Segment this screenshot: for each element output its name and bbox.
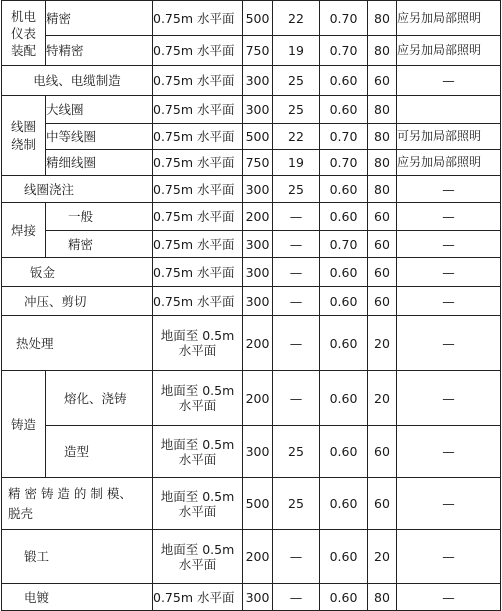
uniformity: 0.60	[320, 478, 368, 530]
ugr: —	[273, 258, 320, 287]
ugr: —	[273, 584, 320, 611]
remark: —	[397, 231, 501, 258]
illuminance: 300	[243, 66, 273, 96]
work-plane-line: 水平面	[178, 556, 217, 572]
table-row	[2, 258, 501, 287]
ugr: 25	[273, 96, 320, 124]
group-line: 线圈	[10, 118, 36, 134]
item-name: 电镀	[2, 584, 153, 611]
group-cell: 铸造	[2, 371, 46, 478]
ugr: —	[273, 530, 320, 584]
illuminance: 500	[243, 124, 273, 150]
ra: 60	[368, 66, 397, 96]
work-plane	[153, 478, 243, 530]
work-plane: 0.75m 水平面	[153, 150, 243, 176]
table-row	[2, 36, 501, 66]
work-plane: 0.75m 水平面	[153, 1, 243, 36]
table-row	[2, 176, 501, 203]
uniformity: 0.60	[320, 176, 368, 203]
remark: 应另加局部照明	[397, 36, 501, 66]
uniformity: 0.70	[320, 124, 368, 150]
work-plane: 0.75m 水平面	[153, 96, 243, 124]
illuminance: 500	[243, 478, 273, 530]
ugr: —	[273, 231, 320, 258]
remark	[397, 96, 501, 124]
remark: 可另加局部照明	[397, 124, 501, 150]
item-name: 特精密	[46, 36, 153, 66]
ra: 60	[368, 231, 397, 258]
ra: 60	[368, 426, 397, 478]
group-cell	[2, 96, 46, 176]
uniformity: 0.60	[320, 426, 368, 478]
illuminance: 300	[243, 584, 273, 611]
ra: 80	[368, 584, 397, 611]
ra: 20	[368, 371, 397, 426]
uniformity: 0.70	[320, 150, 368, 176]
remark: —	[397, 371, 501, 426]
group-cell: 焊接	[2, 203, 46, 258]
ra: 80	[368, 36, 397, 66]
work-plane	[153, 530, 243, 584]
work-plane: 0.75m 水平面	[153, 36, 243, 66]
remark: —	[397, 584, 501, 611]
ra: 80	[368, 176, 397, 203]
ugr: 22	[273, 1, 320, 36]
item-name: 大线圈	[46, 96, 153, 124]
item-name: 热处理	[2, 316, 153, 371]
item-name: 熔化、浇铸	[46, 371, 153, 426]
remark: —	[397, 66, 501, 96]
group-line: 装配	[10, 42, 36, 58]
work-plane-line: 水平面	[178, 451, 217, 467]
table-row	[2, 96, 501, 124]
ra: 80	[368, 124, 397, 150]
ugr: 25	[273, 176, 320, 203]
item-name: 线圈浇注	[2, 176, 153, 203]
item-name: 电线、电缆制造	[2, 66, 153, 96]
item-name-line: 脱壳	[8, 505, 34, 521]
work-plane	[153, 316, 243, 371]
remark: —	[397, 478, 501, 530]
item-name-line: 精 密 铸 造 的 制 模、	[8, 485, 132, 501]
illuminance: 750	[243, 150, 273, 176]
work-plane-line: 水平面	[178, 398, 217, 413]
table-row	[2, 203, 501, 231]
illuminance: 200	[243, 316, 273, 371]
uniformity: 0.60	[320, 96, 368, 124]
item-name: 造型	[46, 426, 153, 478]
ra: 60	[368, 258, 397, 287]
item-name: 精密	[46, 231, 153, 258]
table-row	[2, 124, 501, 150]
work-plane-line: 地面至 0.5m	[160, 383, 235, 398]
uniformity: 0.70	[320, 1, 368, 36]
ugr: 19	[273, 36, 320, 66]
illuminance: 300	[243, 96, 273, 124]
work-plane: 0.75m 水平面	[153, 176, 243, 203]
ra: 60	[368, 287, 397, 316]
work-plane: 0.75m 水平面	[153, 258, 243, 287]
illuminance: 750	[243, 36, 273, 66]
illuminance: 300	[243, 258, 273, 287]
remark: —	[397, 258, 501, 287]
table-row	[2, 66, 501, 96]
item-name	[2, 478, 153, 530]
illuminance: 300	[243, 231, 273, 258]
uniformity: 0.70	[320, 36, 368, 66]
ra: 60	[368, 203, 397, 231]
work-plane: 0.75m 水平面	[153, 124, 243, 150]
ugr: 19	[273, 150, 320, 176]
ugr: —	[273, 371, 320, 426]
work-plane	[153, 426, 243, 478]
ugr: —	[273, 203, 320, 231]
lighting-standard-table	[1, 0, 501, 611]
ra: 80	[368, 150, 397, 176]
table-row	[2, 287, 501, 316]
table-row	[2, 584, 501, 611]
work-plane-line: 地面至 0.5m	[160, 436, 235, 452]
ugr: —	[273, 287, 320, 316]
table-row	[2, 316, 501, 371]
illuminance: 200	[243, 203, 273, 231]
group-line: 机电	[10, 8, 36, 24]
table-row	[2, 426, 501, 478]
group-cell	[2, 1, 46, 66]
remark: —	[397, 176, 501, 203]
ugr: 25	[273, 478, 320, 530]
table-row	[2, 478, 501, 530]
work-plane: 0.75m 水平面	[153, 66, 243, 96]
work-plane: 0.75m 水平面	[153, 203, 243, 231]
work-plane	[153, 371, 243, 426]
uniformity: 0.60	[320, 66, 368, 96]
work-plane-line: 地面至 0.5m	[160, 541, 235, 557]
illuminance: 300	[243, 176, 273, 203]
uniformity: 0.70	[320, 231, 368, 258]
item-name: 精密	[46, 1, 153, 36]
uniformity: 0.60	[320, 584, 368, 611]
group-line: 仪表	[10, 25, 36, 41]
uniformity: 0.60	[320, 258, 368, 287]
ugr: 22	[273, 124, 320, 150]
illuminance: 300	[243, 426, 273, 478]
ugr: —	[273, 316, 320, 371]
illuminance: 500	[243, 1, 273, 36]
table-row	[2, 371, 501, 426]
work-plane-line: 水平面	[178, 343, 217, 358]
item-name: 一般	[46, 203, 153, 231]
work-plane-line: 地面至 0.5m	[160, 328, 235, 343]
ra: 80	[368, 1, 397, 36]
work-plane-line: 水平面	[178, 503, 217, 519]
ra: 20	[368, 316, 397, 371]
table-row	[2, 150, 501, 176]
uniformity: 0.60	[320, 203, 368, 231]
item-name: 中等线圈	[46, 124, 153, 150]
remark: —	[397, 316, 501, 371]
remark: —	[397, 426, 501, 478]
remark: —	[397, 203, 501, 231]
ra: 80	[368, 96, 397, 124]
work-plane-line: 地面至 0.5m	[160, 488, 235, 504]
table-row	[2, 1, 501, 36]
work-plane: 0.75m 水平面	[153, 584, 243, 611]
ra: 60	[368, 478, 397, 530]
work-plane: 0.75m 水平面	[153, 231, 243, 258]
uniformity: 0.60	[320, 316, 368, 371]
remark: —	[397, 287, 501, 316]
item-name: 锻工	[2, 530, 153, 584]
item-name: 钣金	[2, 258, 153, 287]
table-row	[2, 231, 501, 258]
item-name: 精细线圈	[46, 150, 153, 176]
uniformity: 0.60	[320, 371, 368, 426]
item-name: 冲压、剪切	[2, 287, 153, 316]
uniformity: 0.60	[320, 287, 368, 316]
illuminance: 200	[243, 530, 273, 584]
remark: 应另加局部照明	[397, 150, 501, 176]
table-row	[2, 530, 501, 584]
remark: —	[397, 530, 501, 584]
ra: 20	[368, 530, 397, 584]
ugr: 25	[273, 66, 320, 96]
work-plane: 0.75m 水平面	[153, 287, 243, 316]
remark: 应另加局部照明	[397, 1, 501, 36]
ugr: 25	[273, 426, 320, 478]
illuminance: 200	[243, 371, 273, 426]
uniformity: 0.60	[320, 530, 368, 584]
illuminance: 300	[243, 287, 273, 316]
group-line: 绕制	[10, 136, 36, 152]
